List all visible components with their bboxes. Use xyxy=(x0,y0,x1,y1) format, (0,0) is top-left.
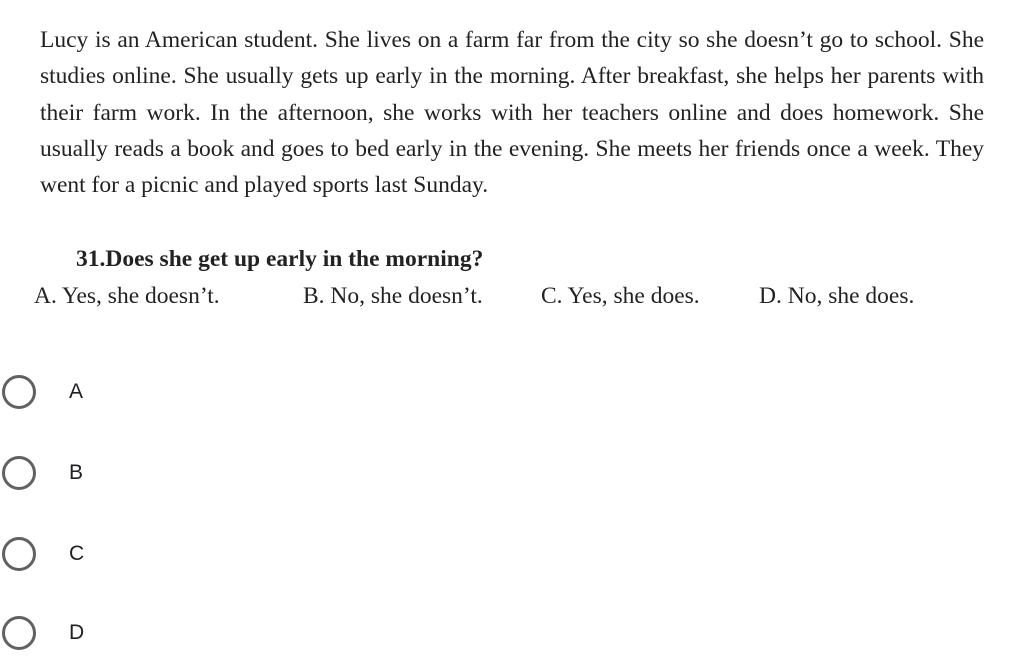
option-a[interactable] xyxy=(0,373,300,417)
choice-text-d: D. No, she does. xyxy=(759,283,915,309)
option-d[interactable] xyxy=(0,614,300,658)
option-c[interactable] xyxy=(0,535,300,579)
radio-button-d[interactable] xyxy=(2,616,36,650)
answer-choices-text xyxy=(0,278,1024,314)
reading-passage: Lucy is an American student. She lives on a farm far from the city so she doesn’t go to school. She studies online. She usually gets up early in the morning. After breakfast, she helps her parents with their farm work. In the afternoon, she works with her teachers online and does homework. She usually reads a book and goes to bed early in the evening. She meets her friends once a week. They went for a picnic and played sports last Sunday. xyxy=(40,27,984,199)
radio-button-a[interactable] xyxy=(2,375,36,409)
choice-text-c: C. Yes, she does. xyxy=(541,283,700,309)
choice-text-a: A. Yes, she doesn’t. xyxy=(34,283,220,309)
radio-button-c[interactable] xyxy=(2,537,36,571)
radio-button-b[interactable] xyxy=(2,456,36,490)
option-b[interactable] xyxy=(0,454,300,498)
option-label-c: C xyxy=(69,542,85,565)
question-text: 31.Does she get up early in the morning? xyxy=(76,246,484,272)
option-label-a: A xyxy=(69,380,84,403)
option-label-d: D xyxy=(69,621,85,644)
choice-text-b: B. No, she doesn’t. xyxy=(303,283,483,309)
option-label-b: B xyxy=(69,461,84,484)
